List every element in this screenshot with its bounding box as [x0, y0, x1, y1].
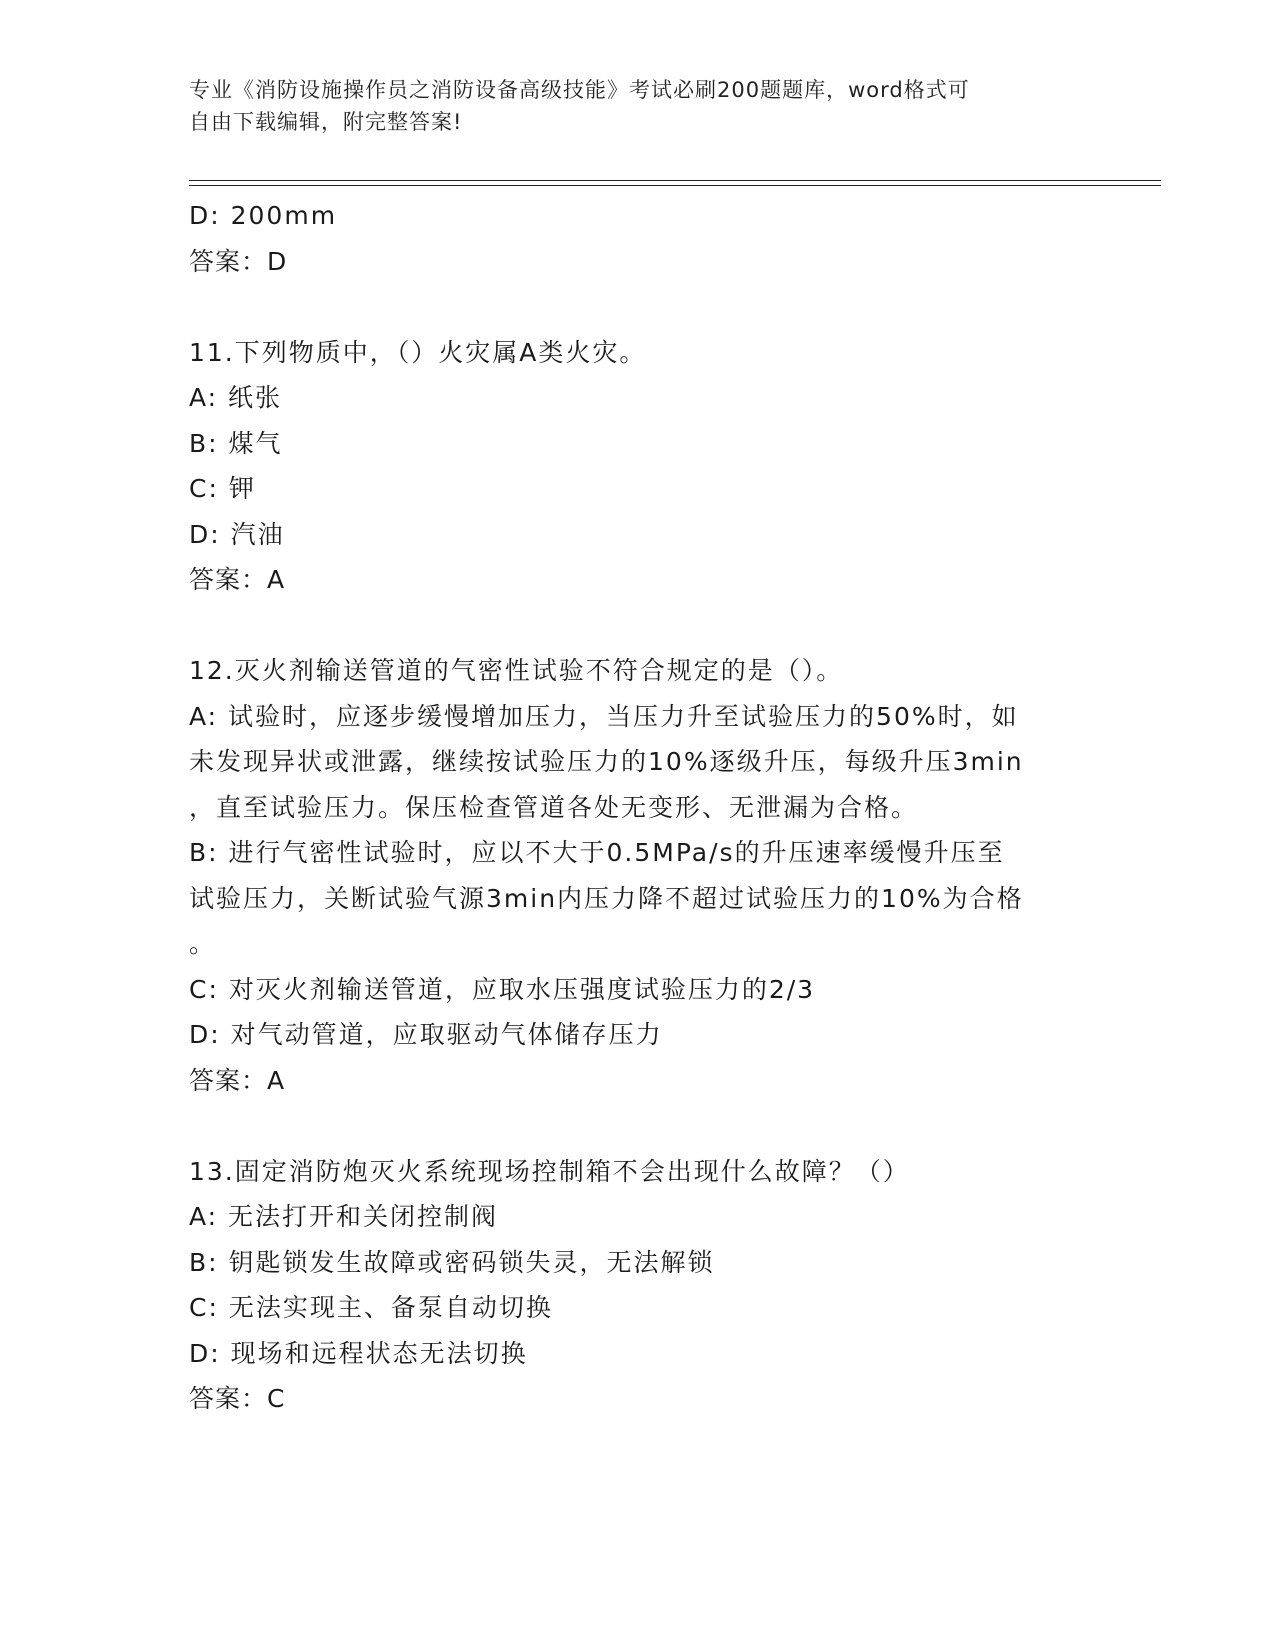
answer: 答案：A: [189, 1065, 286, 1095]
option-a: A: 纸张: [189, 383, 283, 412]
question-stem: 12.灭火剂输送管道的气密性试验不符合规定的是（）。: [189, 656, 844, 685]
option-a-line-1: A: 试验时，应逐步缓慢增加压力，当压力升至试验压力的50%时，如: [189, 701, 1019, 731]
question-stem: 13.固定消防炮灭火系统现场控制箱不会出现什么故障？（）: [189, 1156, 910, 1186]
answer: 答案：C: [189, 1384, 286, 1413]
option-c: C: 钾: [189, 474, 256, 503]
option-c: C: 无法实现主、备泵自动切换: [189, 1293, 553, 1322]
question-stem: 11.下列物质中，（）火灾属A类火灾。: [189, 337, 647, 367]
option-b: B: 煤气: [189, 428, 283, 458]
spacer: [189, 284, 1089, 330]
header-line-1: 专业《消防设施操作员之消防设备高级技能》考试必刷200题题库，word格式可: [189, 78, 970, 102]
option-b-line-1: B: 进行气密性试验时，应以不大于0.5MPa/s的升压速率缓慢升压至: [189, 838, 1005, 867]
option-b-line-2: 试验压力，关断试验气源3min内压力降不超过试验压力的10%为合格: [189, 883, 1024, 913]
answer: 答案：D: [189, 246, 288, 276]
document-body: [189, 193, 1089, 1422]
option-a: A: 无法打开和关闭控制阀: [189, 1202, 499, 1231]
question-13: [189, 1149, 1089, 1422]
option-d: D: 200mm: [189, 201, 338, 230]
option-d: D: 对气动管道，应取驱动气体储存压力: [189, 1020, 663, 1049]
answer: 答案：A: [189, 565, 286, 594]
previous-question-tail: [189, 193, 1089, 284]
option-a-line-3: ，直至试验压力。保压检查管道各处无变形、无泄漏为合格。: [189, 792, 919, 822]
option-b: B: 钥匙锁发生故障或密码锁失灵，无法解锁: [189, 1247, 715, 1277]
option-c: C: 对灭火剂输送管道，应取水压强度试验压力的2/3: [189, 974, 816, 1004]
header-line-2: 自由下载编辑，附完整答案!: [189, 110, 463, 134]
spacer: [189, 603, 1089, 649]
option-a-line-2: 未发现异状或泄露，继续按试验压力的10%逐级升压，每级升压3min: [189, 747, 1024, 776]
spacer: [189, 1103, 1089, 1149]
question-12: [189, 648, 1089, 1103]
document-header: [189, 74, 1069, 138]
header-divider: [189, 180, 1161, 186]
option-b-line-3: 。: [189, 929, 217, 958]
option-d: D: 汽油: [189, 519, 285, 549]
option-d: D: 现场和远程状态无法切换: [189, 1338, 528, 1368]
question-11: [189, 330, 1089, 603]
